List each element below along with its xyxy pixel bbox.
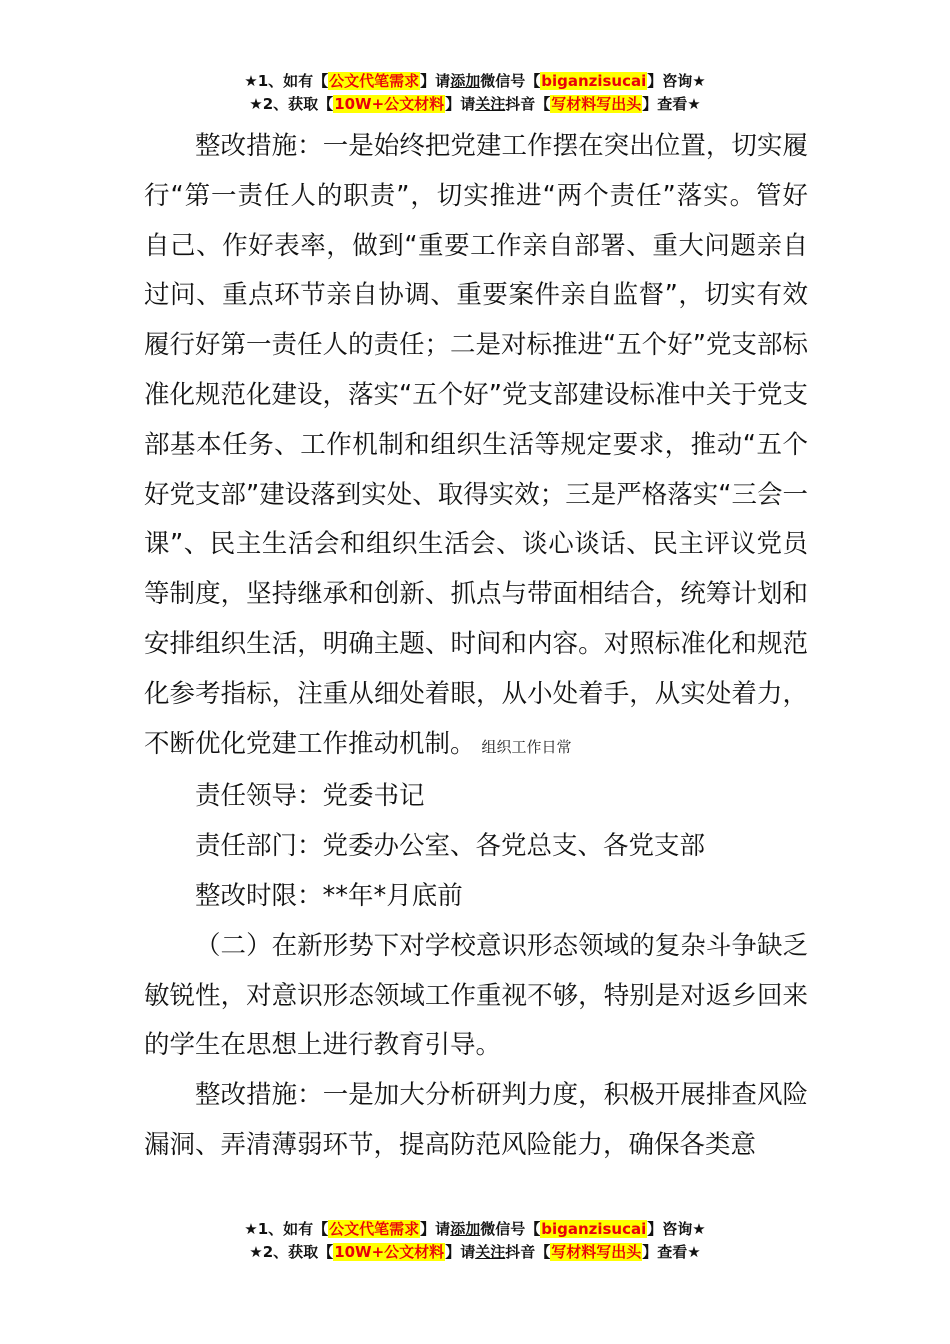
inline-note: 组织工作日常 — [481, 737, 572, 756]
highlight-materials: 10W+公文材料 — [334, 95, 445, 113]
highlight-service: 公文代笔需求 — [329, 72, 420, 90]
responsible-department: 责任部门：党委办公室、各党总支、各党支部 — [195, 831, 706, 862]
section-two-heading: （二）在新形势下对学校意识形态领域的复杂斗争缺乏敏锐性，对意识形态领域工作重视不够，特别是对返乡回来的学生在思想上进行教育引导。 — [144, 930, 808, 1061]
highlight-douyin-account: 写材料写出头 — [551, 95, 642, 113]
footer-highlight-service: 公文代笔需求 — [329, 1220, 420, 1238]
header-banner — [0, 70, 950, 116]
footer-highlight-wechat-id: biganzisucai — [541, 1220, 647, 1238]
document-body — [144, 122, 808, 1171]
banner-line-2: ★2、获取【10W+公文材料】请关注抖音【写材料写出头】查看★ — [249, 95, 701, 113]
footer-banner — [0, 1218, 950, 1264]
paragraph-rectification-measures-2: 整改措施：一是加大分析研判力度，积极开展排查风险漏洞、弄清薄弱环节，提高防范风险能力，确保各类意 — [144, 1080, 808, 1160]
footer-highlight-douyin-account: 写材料写出头 — [551, 1243, 642, 1261]
paragraph-rectification-measures-1: 整改措施：一是始终把党建工作摆在突出位置，切实履行“第一责任人的职责”，切实推进“两个责任”落实。管好自己、作好表率，做到“重要工作亲自部署、重大问题亲自过问、重点环节亲自协调、重要案件亲自监督”，切实有效履行好第一责任人的责任；二是对标推进“五个好”党支部标准化规范化建设，落实“五个好”党支部建设标准中关于党支部基本任务、工作机制和组织生活等规定要求，推动“五个好党支部”建设落到实处、取得实效；三是严格落实“三会一课”、民主生活会和组织生活会、谈心谈话、民主评议党员等制度，坚持继承和创新、抓点与带面相结合，统筹计划和安排组织生活，明确主题、时间和内容。对照标准化和规范化参考指标，注重从细处着眼，从小处着手，从实处着力，不断优化党建工作推动机制。 组织工作日常 — [144, 131, 808, 759]
highlight-wechat-id: biganzisucai — [541, 72, 647, 90]
footer-highlight-materials: 10W+公文材料 — [334, 1243, 445, 1261]
banner-line-1: ★1、如有【公文代笔需求】请添加微信号【biganzisucai】咨询★ — [244, 72, 706, 90]
footer-banner-line-1: ★1、如有【公文代笔需求】请添加微信号【biganzisucai】咨询★ — [244, 1220, 706, 1238]
responsible-leader: 责任领导：党委书记 — [195, 781, 425, 812]
footer-banner-line-2: ★2、获取【10W+公文材料】请关注抖音【写材料写出头】查看★ — [249, 1243, 701, 1261]
rectification-deadline: 整改时限：**年*月底前 — [195, 880, 463, 911]
